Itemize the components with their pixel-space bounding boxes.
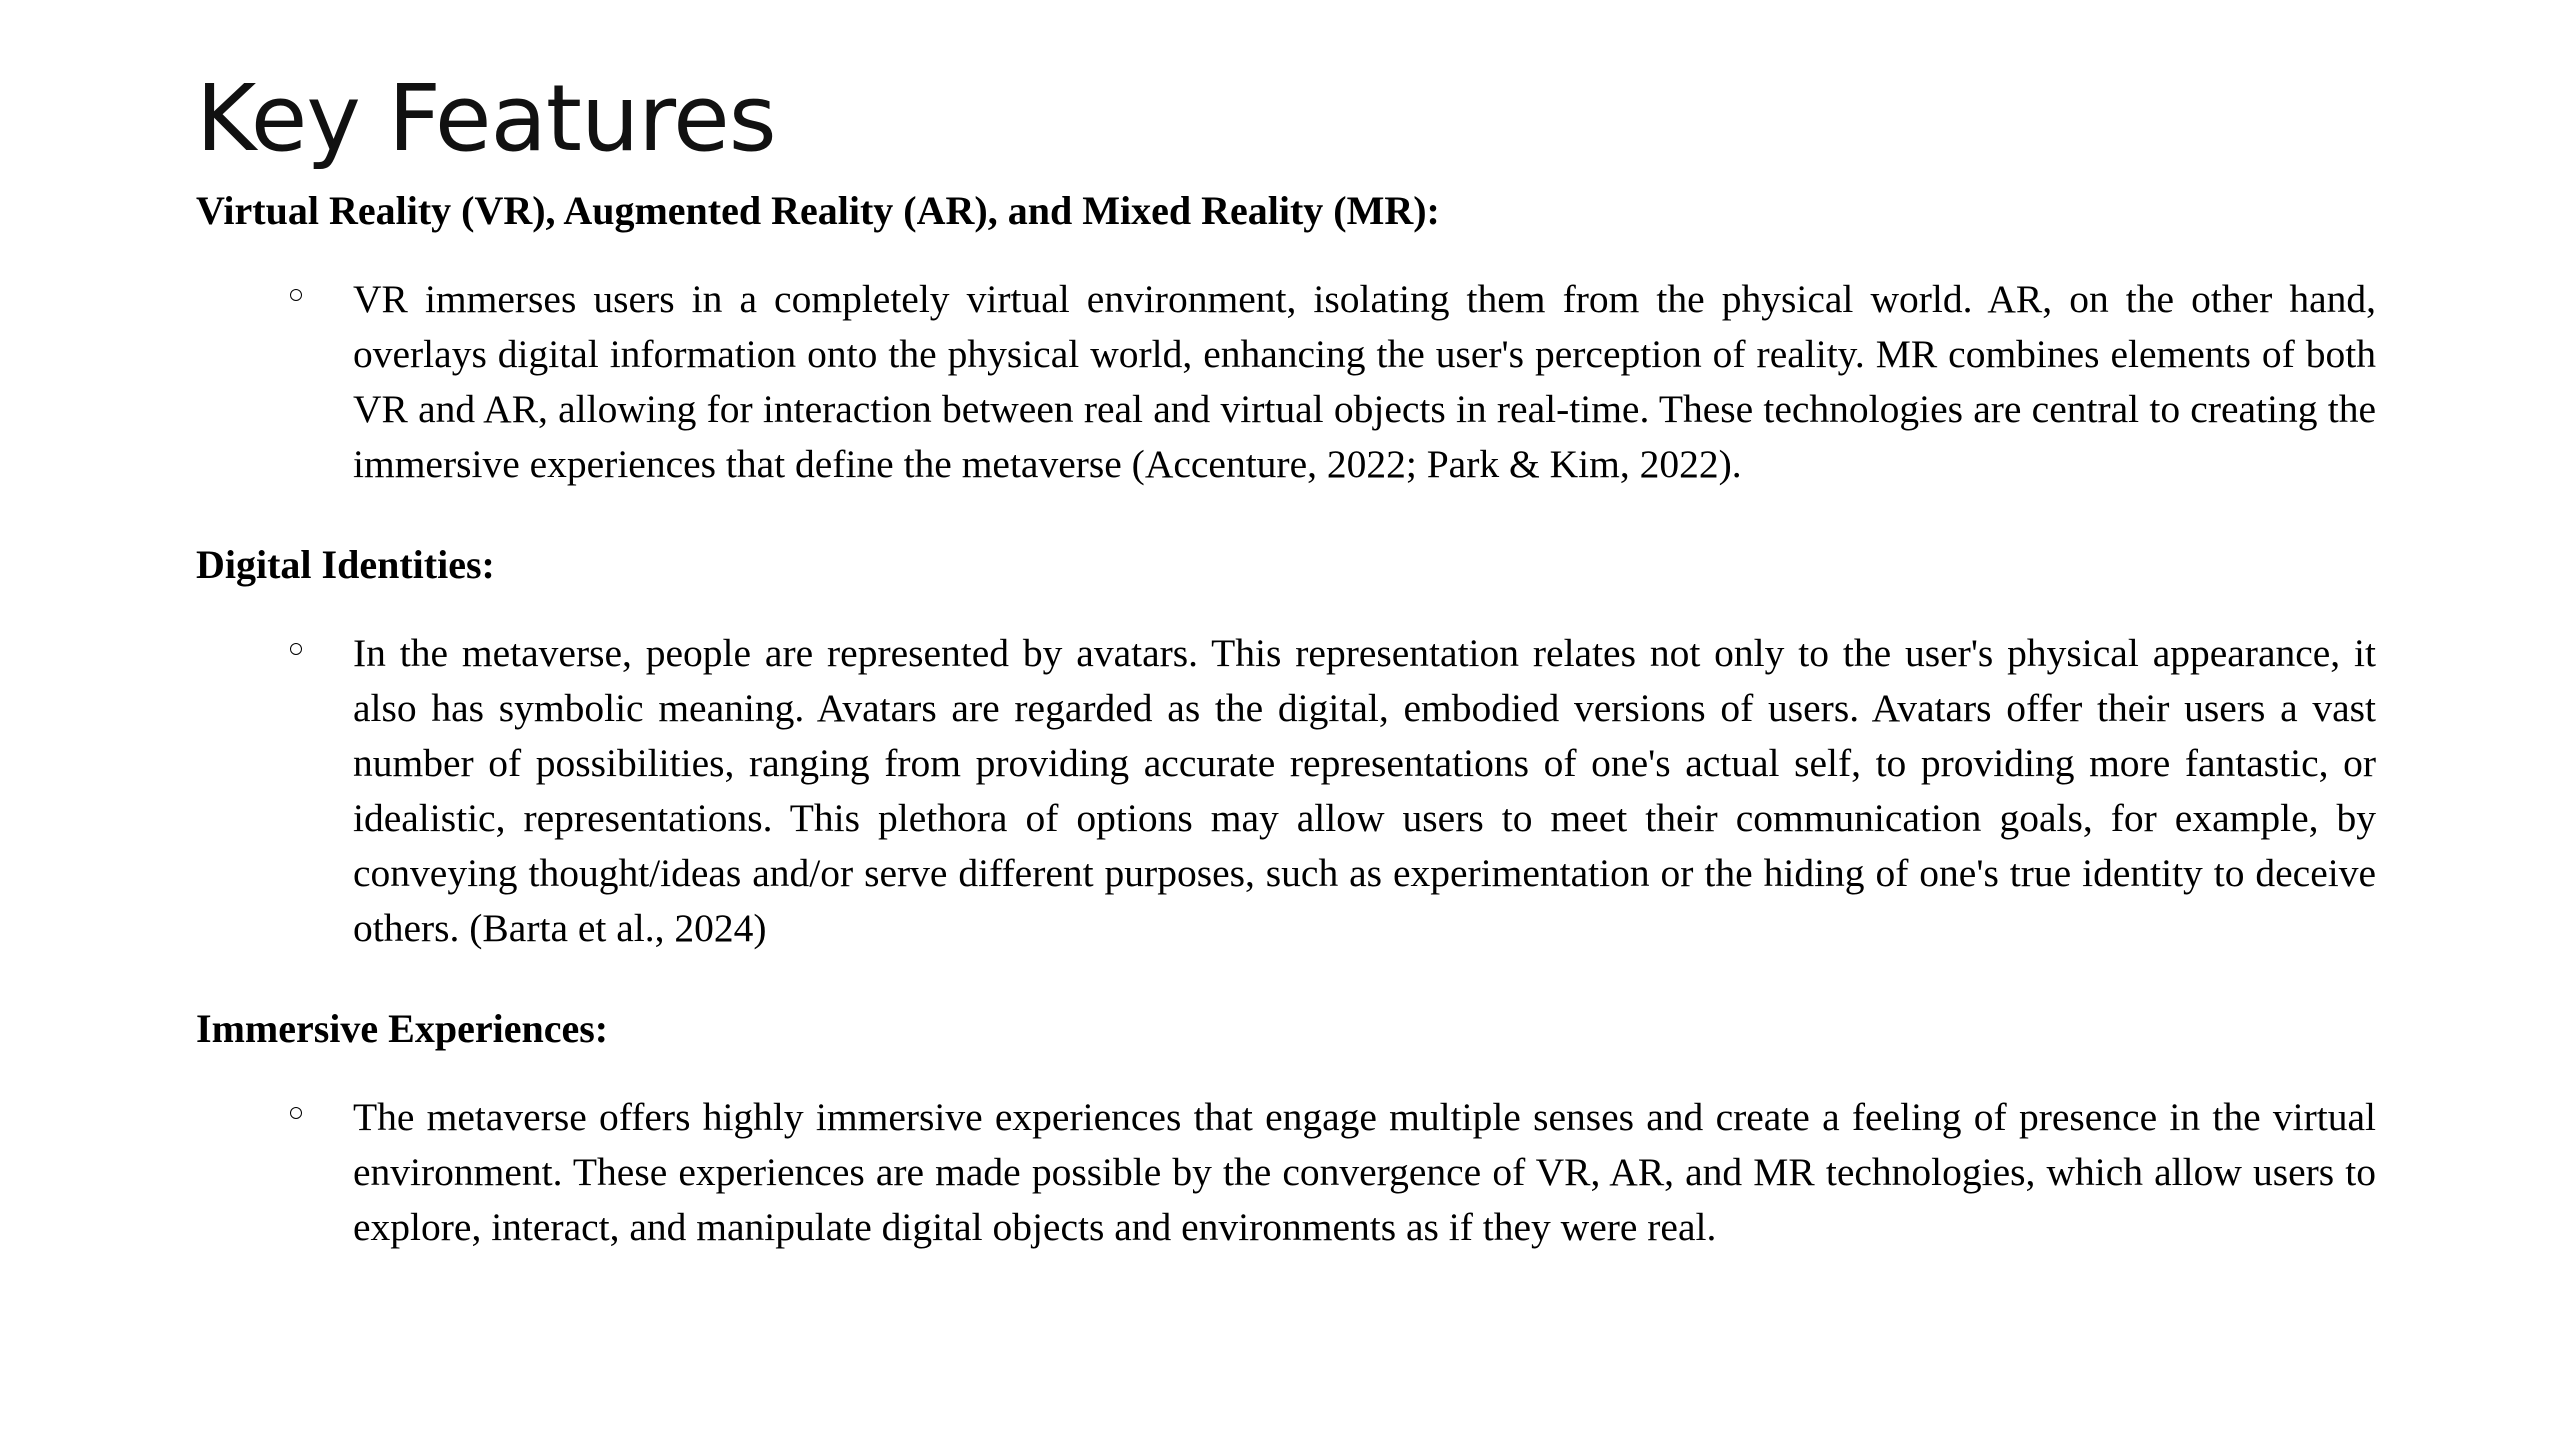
hollow-circle-bullet-icon: [290, 1107, 302, 1119]
section-vr-ar-mr: [196, 186, 2376, 492]
section-heading: Virtual Reality (VR), Augmented Reality (AR), and Mixed Reality (MR):: [196, 188, 1440, 233]
list-item: [196, 626, 2376, 956]
bullet-text: In the metaverse, people are represented by avatars. This representation relates not only to the user's physical appearance, it also has symbolic meaning. Avatars are regarded as the digital, embodied versions of users. Avatars offer their users a vast number of possibilities, ranging from providing accurate representations of one's actual self, to providing more fantastic, or idealistic, representations. This plethora of options may allow users to meet their communication goals, for example, by conveying thought/ideas and/or serve different purposes, such as experimentation or the hiding of one's true identity to deceive others. (Barta et al., 2024): [353, 631, 2376, 950]
bullet-list: [196, 272, 2376, 492]
slide-title: Key Features: [196, 65, 776, 172]
section-immersive-experiences: [196, 1004, 2376, 1255]
slide-content: [196, 186, 2376, 1255]
list-item: [196, 1090, 2376, 1255]
list-item: [196, 272, 2376, 492]
bullet-text: The metaverse offers highly immersive experiences that engage multiple senses and create a feeling of presence in the virtual environment. These experiences are made possible by the convergence of VR, AR, and MR technologies, which allow users to explore, interact, and manipulate digital objects and environments as if they were real.: [353, 1095, 2376, 1249]
bullet-text: VR immerses users in a completely virtual environment, isolating them from the physical world. AR, on the other hand, overlays digital information onto the physical world, enhancing the user's perception of reality. MR combines elements of both VR and AR, allowing for interaction between real and virtual objects in real-time. These technologies are central to creating the immersive experiences that define the metaverse (Accenture, 2022; Park & Kim, 2022).: [353, 277, 2376, 486]
section-digital-identities: [196, 540, 2376, 956]
bullet-list: [196, 1090, 2376, 1255]
section-heading: Digital Identities:: [196, 542, 495, 587]
section-heading: Immersive Experiences:: [196, 1006, 609, 1051]
hollow-circle-bullet-icon: [290, 643, 302, 655]
bullet-list: [196, 626, 2376, 956]
hollow-circle-bullet-icon: [290, 289, 302, 301]
